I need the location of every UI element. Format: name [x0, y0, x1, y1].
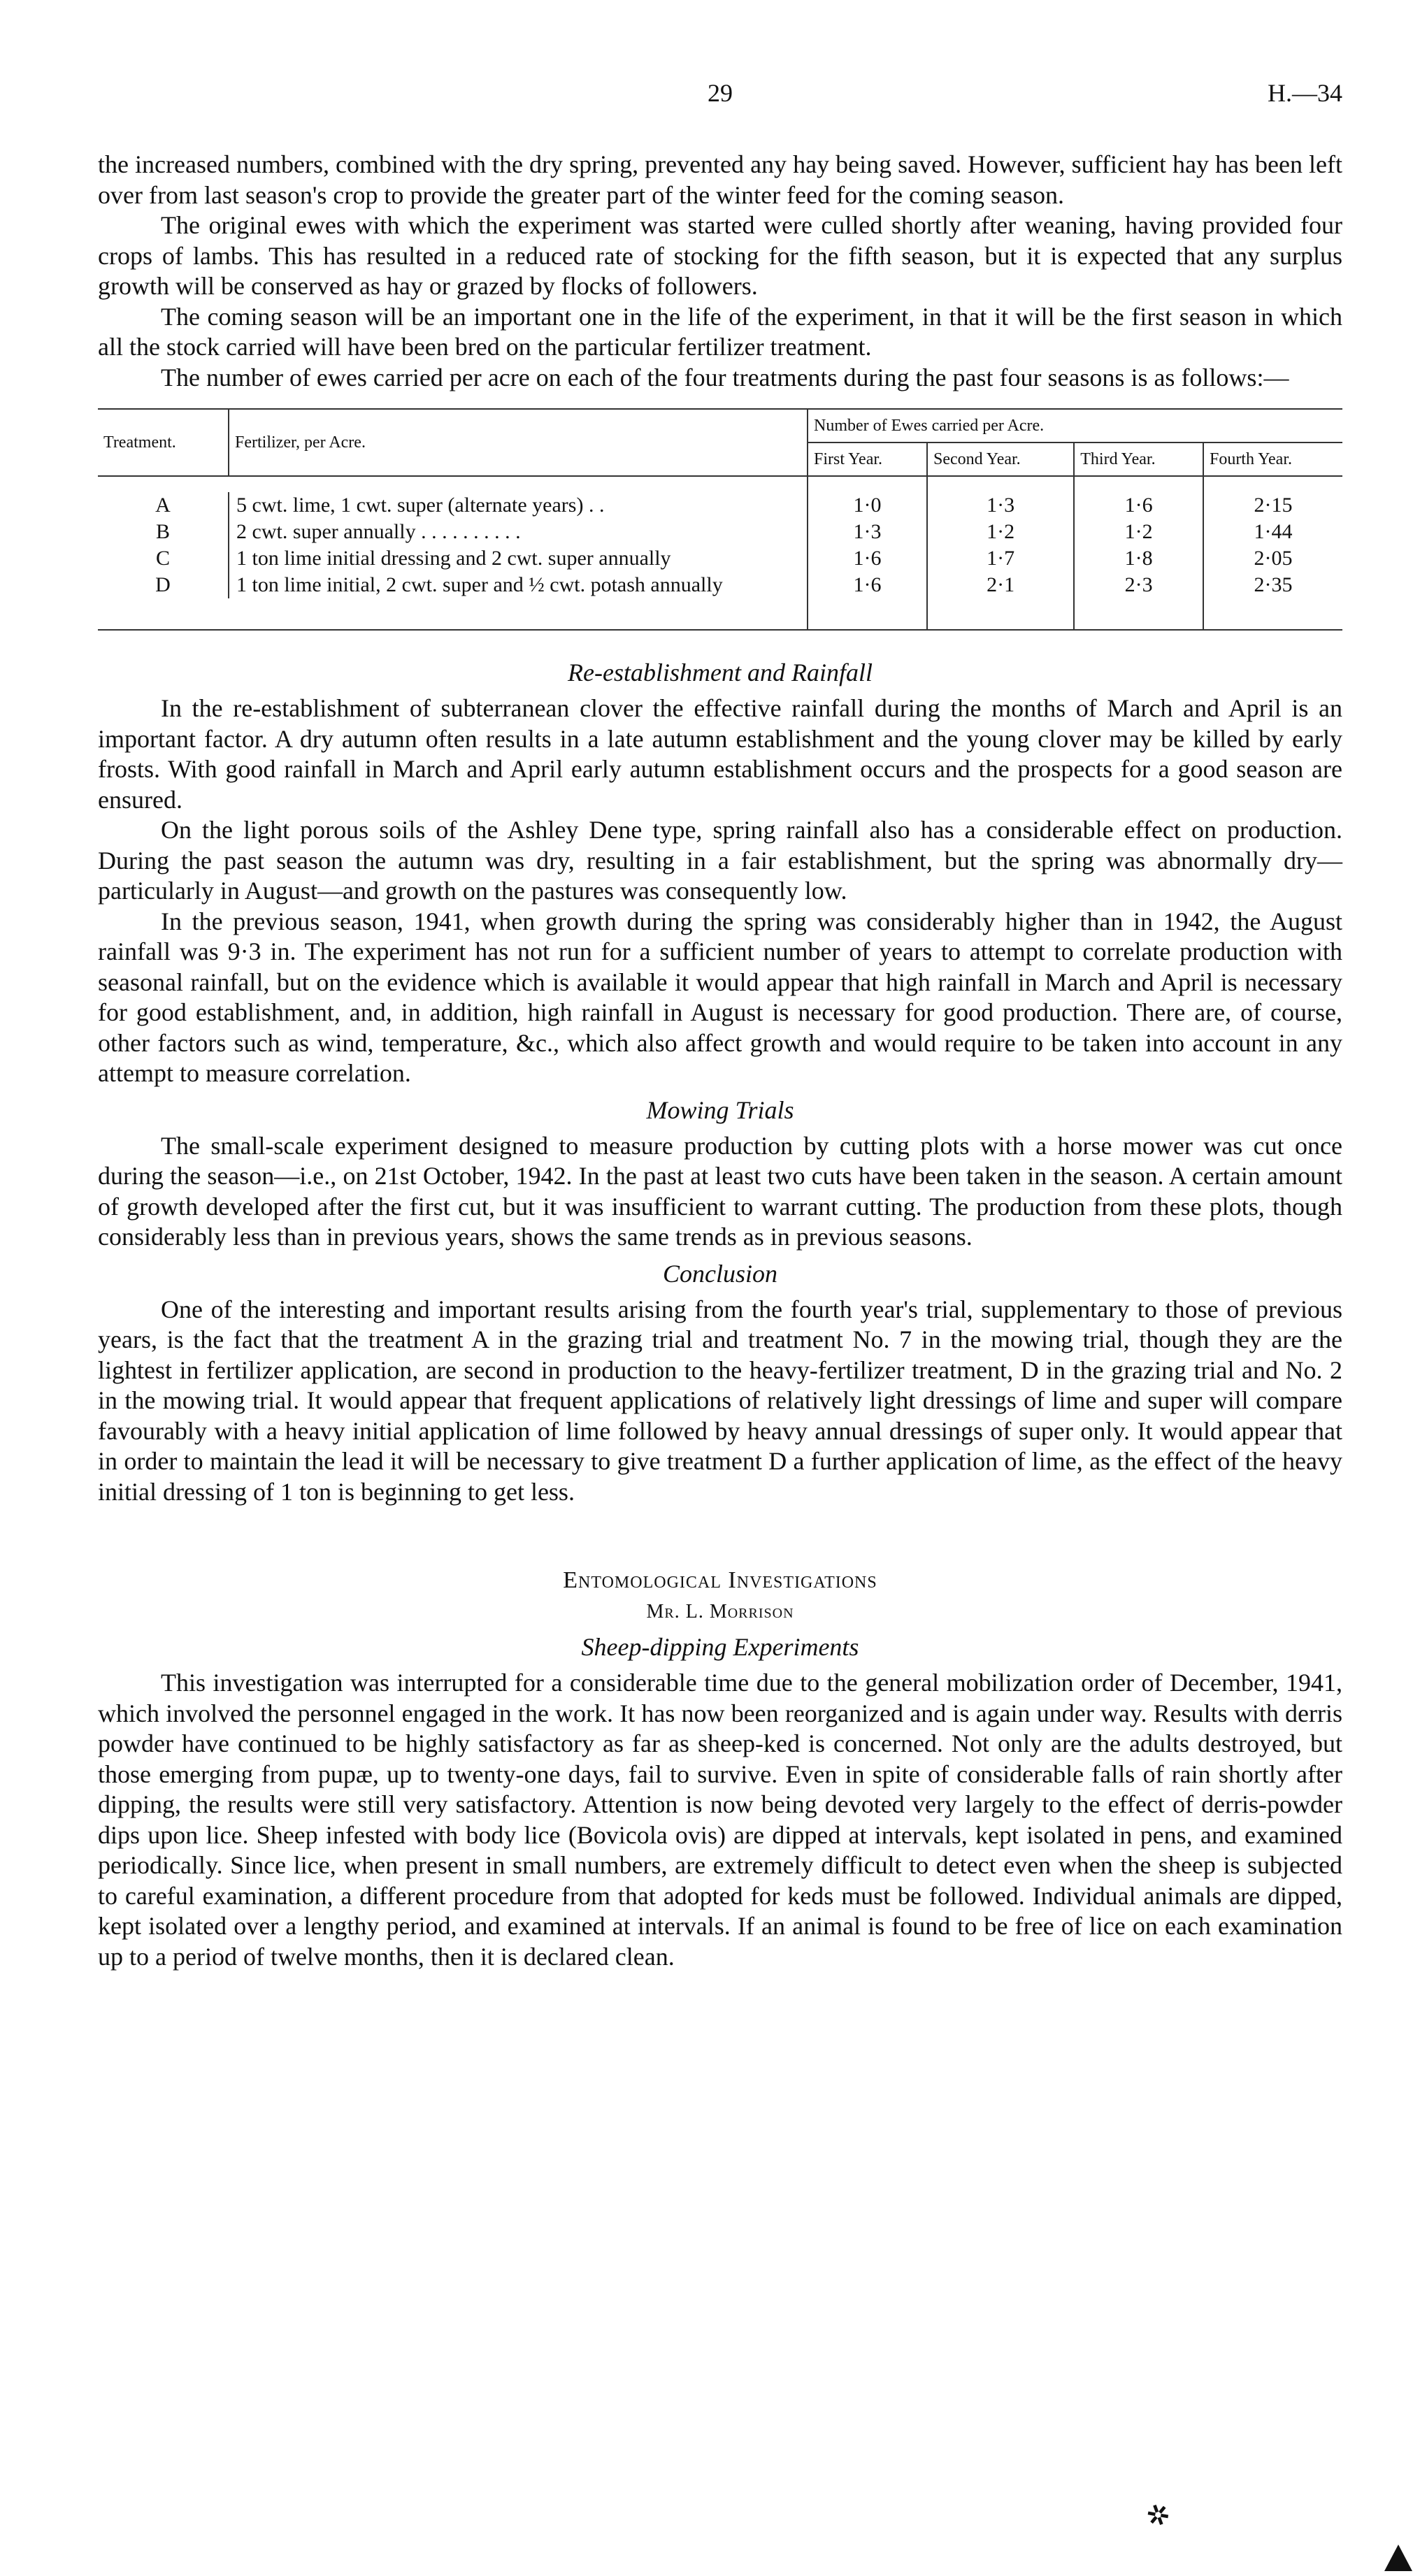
paragraph: One of the interesting and important results arising from the fourth year's trial, supplementary to those of previous years, is the fact that the treatment A in the grazing trial and treatment No. 7 in the mowing trial, though they are the lightest in fertilizer application, are second in production to the heavy-fertilizer treatment, D in the grazing trial and No. 2 in the mowing trial. It would appear that frequent applications of relatively light dressings of lime and super will compare favourably with a heavy initial application of lime followed by heavy annual dressings of super only. It would appear that in order to maintain the lead it will be necessary to give treatment D a further application of lime, as the effect of the heavy initial dressing of 1 ton is beginning to get less. — [98, 1295, 1342, 1506]
col-header-year-4: Fourth Year. — [1203, 442, 1342, 476]
author-byline: Mr. L. Morrison — [646, 1601, 794, 1622]
paragraph: The original ewes with which the experiment was started were culled shortly after weaning, having provided four crops of lambs. This has resulted in a reduced rate of stocking for the fifth season, but it is expected that any surplus growth will be conserved as hay or grazed by flocks of followers. — [98, 211, 1342, 300]
cell-fertilizer: 5 cwt. lime, 1 cwt. super (alternate years) . . — [229, 492, 808, 519]
paragraph: This investigation was interrupted for a considerable time due to the general mobilization order of December, 1941, which involved the personnel engaged in the work. It has now been reorganized and is again under way. Results with derris powder have continued to be highly satisfactory as far as sheep-ked is concerned. Not only are the adults destroyed, but those emerging from pupæ, up to twenty-one days, fail to survive. Even in spite of considerable falls of rain shortly after dipping, the results were still very satisfactory. Attention is now being devoted very largely to the effect of derris-powder dips upon lice. Sheep infested with body lice (Bovicola ovis) are dipped at intervals, kept isolated in pens, and examined periodically. Since lice, when present in small numbers, are extremely difficult to detect even when the sheep is subjected to careful examination, a different procedure from that adopted for keds must be followed. Individual animals are dipped, kept isolated over a lengthy period, and examined at intervals. If an animal is found to be free of lice on each examination up to a period of twelve months, then it is declared clean. — [98, 1669, 1342, 1971]
section-heading: Sheep-dipping Experiments — [581, 1633, 859, 1661]
cell-fertilizer: 1 ton lime initial dressing and 2 cwt. super annually — [229, 545, 808, 572]
cell-value: 1·8 — [1074, 545, 1203, 572]
cell-treatment: C — [155, 547, 170, 570]
cell-value: 1·2 — [1074, 519, 1203, 545]
col-header-year-3: Third Year. — [1074, 442, 1203, 476]
col-header-year-1: First Year. — [808, 442, 927, 476]
section-heading: Conclusion — [662, 1259, 777, 1288]
cell-value: 1·7 — [927, 545, 1074, 572]
col-header-group: Number of Ewes carried per Acre. — [808, 409, 1342, 442]
cell-value: 2·1 — [927, 572, 1074, 598]
section-gap — [98, 1507, 1342, 1563]
table-row — [98, 519, 1342, 545]
cell-treatment: D — [155, 573, 171, 596]
paragraph: The number of ewes carried per acre on each of the four treatments during the past four seasons is as follows:— — [161, 363, 1289, 391]
document-code: H.—34 — [1268, 79, 1342, 107]
cell-value: 1·6 — [1074, 492, 1203, 519]
col-header-fertilizer: Fertilizer, per Acre. — [229, 409, 808, 476]
paragraph: The coming season will be an important one in the life of the experiment, in that it will be the first season in which all the stock carried will have been bred on the particular fertilizer treatment. — [98, 302, 1342, 361]
cell-value: 1·6 — [808, 572, 927, 598]
paragraph: In the previous season, 1941, when growth during the spring was considerably higher than in 1942, the August rainfall was 9·3 in. The experiment has not run for a sufficient number of years to attempt to correlate production with seasonal rainfall, but on the evidence which is available it would appear that high rainfall in March and April is necessary for good establishment, and, in addition, high rainfall in August is necessary for good production. There are, of course, other factors such as wind, temperature, &c., which also affect growth and would require to be taken into account in any attempt to measure correlation. — [98, 907, 1342, 1087]
cell-treatment: A — [155, 494, 171, 517]
paragraph: the increased numbers, combined with the dry spring, prevented any hay being saved. However, sufficient hay has been left over from last season's crop to provide the greater part of the winter feed for the coming season. — [98, 150, 1342, 209]
cell-value: 1·3 — [927, 492, 1074, 519]
paragraph: The small-scale experiment designed to measure production by cutting plots with a horse mower was cut once during the season—i.e., on 21st October, 1942. In the past at least two cuts have been taken in the season. A certain amount of growth developed after the first cut, but it was insufficient to warrant cutting. The production from these plots, though considerably less than in previous years, shows the same trends as in previous seasons. — [98, 1131, 1342, 1251]
corner-triangle-icon — [1384, 2545, 1412, 2571]
table-row — [98, 572, 1342, 598]
cell-value: 2·3 — [1074, 572, 1203, 598]
body-text — [98, 150, 1342, 1972]
major-heading: Entomological Investigations — [563, 1567, 877, 1593]
table-row — [98, 492, 1342, 519]
cell-fertilizer: 2 cwt. super annually . . . . . . . . . . — [229, 519, 808, 545]
ink-mark-icon: ✲ — [1142, 2496, 1175, 2535]
cell-value: 1·44 — [1203, 519, 1342, 545]
cell-fertilizer: 1 ton lime initial, 2 cwt. super and ½ cwt. potash annually — [229, 572, 808, 598]
col-header-year-2: Second Year. — [927, 442, 1074, 476]
paragraph: In the re-establishment of subterranean clover the effective rainfall during the months of March and April is an important factor. A dry autumn often results in a late autumn establishment and the young clover may be killed by early frosts. With good rainfall in March and April early autumn establishment occurs and the prospects for a good season are ensured. — [98, 694, 1342, 814]
paragraph: On the light porous soils of the Ashley Dene type, spring rainfall also has a considerable effect on production. During the past season the autumn was dry, resulting in a fair establishment, but the spring was abnormally dry—particularly in August—and growth on the pastures was consequently low. — [98, 816, 1342, 905]
cell-value: 1·2 — [927, 519, 1074, 545]
page-header — [98, 78, 1342, 120]
cell-value: 1·3 — [808, 519, 927, 545]
table-row — [98, 545, 1342, 572]
cell-value: 2·05 — [1203, 545, 1342, 572]
cell-value: 1·6 — [808, 545, 927, 572]
page-number: 29 — [708, 79, 733, 107]
cell-treatment: B — [155, 520, 170, 543]
col-header-treatment: Treatment. — [98, 409, 229, 476]
ewes-per-acre-table — [98, 408, 1342, 631]
cell-value: 1·0 — [808, 492, 927, 519]
cell-value: 2·35 — [1203, 572, 1342, 598]
ewes-table-wrapper — [98, 408, 1342, 631]
cell-value: 2·15 — [1203, 492, 1342, 519]
section-heading: Re-establishment and Rainfall — [568, 659, 873, 686]
section-heading: Mowing Trials — [646, 1095, 794, 1124]
